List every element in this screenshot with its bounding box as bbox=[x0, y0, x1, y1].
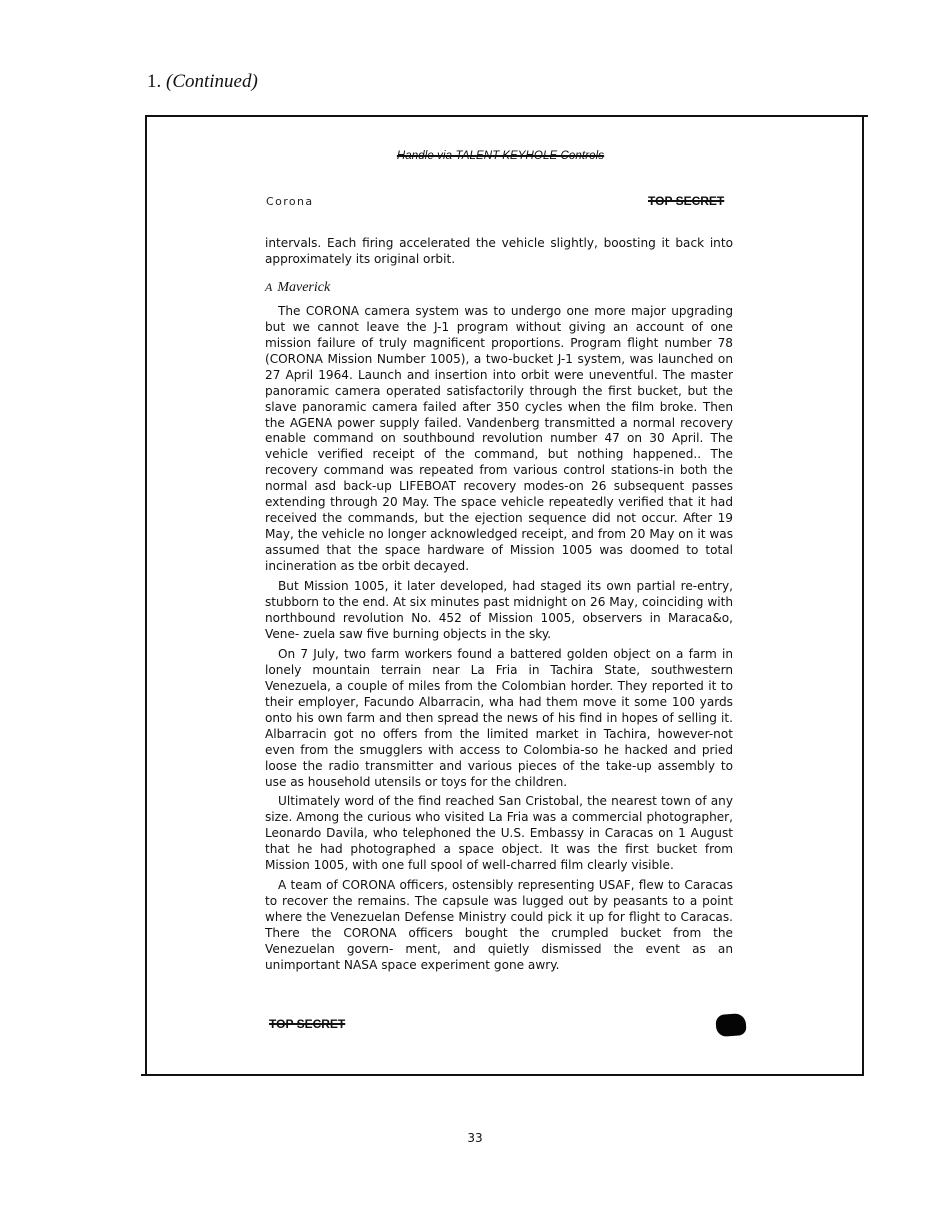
frame-corner-mark bbox=[141, 1074, 147, 1076]
body-paragraph: A team of CORONA officers, ostensibly representing USAF, flew to Caracas to recover the remains. The capsule was lugged out by peasants to a point where the Venezuelan Defense Ministry could pick it up for flight to Caracas. There the CORONA officers bought the crumpled bucket from the Venezuelan govern- ment, and quietly dismissed the event as an unimportant NASA space experiment gone awry. bbox=[265, 878, 733, 972]
intro-paragraph: intervals. Each firing accelerated the vehicle slightly, boosting it back into approximately its original orbit. bbox=[265, 236, 733, 266]
body-paragraph: On 7 July, two farm workers found a battered golden object on a farm in lonely mountain terrain near La Fria in Tachira State, southwestern Venezuela, a couple of miles from the Colombian horder. They reported it to their employer, Facundo Albarracin, wha had them move it some 100 yards onto his own farm and then spread the news of his find in hopes of selling it. Albarracin got no offers from the limited market in Tachira, however-not even from the smugglers with access to Colombia-so he hacked and pried loose the radio transmitter and various pieces of the take-up assembly to use as household utensils or toys for the children. bbox=[265, 646, 733, 789]
classification-marking-footer: TOP SECRET bbox=[269, 1017, 346, 1031]
body-paragraph: The CORONA camera system was to undergo one more major upgrading but we cannot leave the J-1 program without giving an account of one mission failure of truly magnificent proportions. Program flight number 78 (CORONA Mission Number 1005), a two-bucket J-1 system, was launched on 27 April 1964. Launch and insertion into orbit were uneventful. The master panoramic camera operated satisfactorily through the first bucket, but the slave panoramic camera failed after 350 cycles when the film broke. Then the AGENA power supply failed. Vandenberg transmitted a normal recovery enable command on southbound revolution number 47 on 30 April. The vehicle verified receipt of the command, but nothing happened.. The recovery command was repeated from various control stations-in both the normal asd back-up LIFEBOAT recovery modes-on 26 subsequent passes extending through 20 May. The space vehicle repeatedly verified that it had received the commands, but the ejection sequence did not occur. After 19 May, the vehicle no longer acknowledged receipt, and from 20 May on it was assumed that the space hardware of Mission 1005 was doomed to total incineration as tbe orbit decayed. bbox=[265, 303, 733, 574]
redaction-mark bbox=[715, 1013, 746, 1037]
classification-marking-header: TOP SECRET bbox=[648, 194, 725, 208]
subheading-title: Maverick bbox=[277, 279, 331, 295]
handling-caveat-strikethrough: Handle via TALENT-KEYHOLE Controls bbox=[396, 150, 605, 162]
document-body bbox=[265, 236, 733, 974]
section-continued-label: (Continued) bbox=[166, 71, 258, 92]
body-paragraph: Ultimately word of the find reached San Cristobal, the nearest town of any size. Among the curious who visited La Fria was a commercial photographer, Leonardo Davila, who telephoned the U.S. Embassy in Caracas on 1 August that he had photographed a space object. It was the first bucket from Mission 1005, with one full spool of well-charred film clearly visible. bbox=[265, 794, 733, 873]
subheading bbox=[265, 280, 733, 296]
section-heading bbox=[147, 71, 258, 93]
frame-corner-mark bbox=[862, 115, 868, 117]
section-number: 1. bbox=[147, 71, 162, 92]
page-number: 33 bbox=[467, 1131, 483, 1145]
subheading-letter: A bbox=[265, 279, 273, 294]
running-header-title: Corona bbox=[266, 195, 314, 208]
body-paragraph: But Mission 1005, it later developed, had staged its own partial re-entry, stubborn to the end. At six minutes past midnight on 26 May, coinciding with northbound revolution No. 452 of Mission 1005, observers in Maraca&o, Vene- zuela saw five burning objects in the sky. bbox=[265, 579, 733, 641]
